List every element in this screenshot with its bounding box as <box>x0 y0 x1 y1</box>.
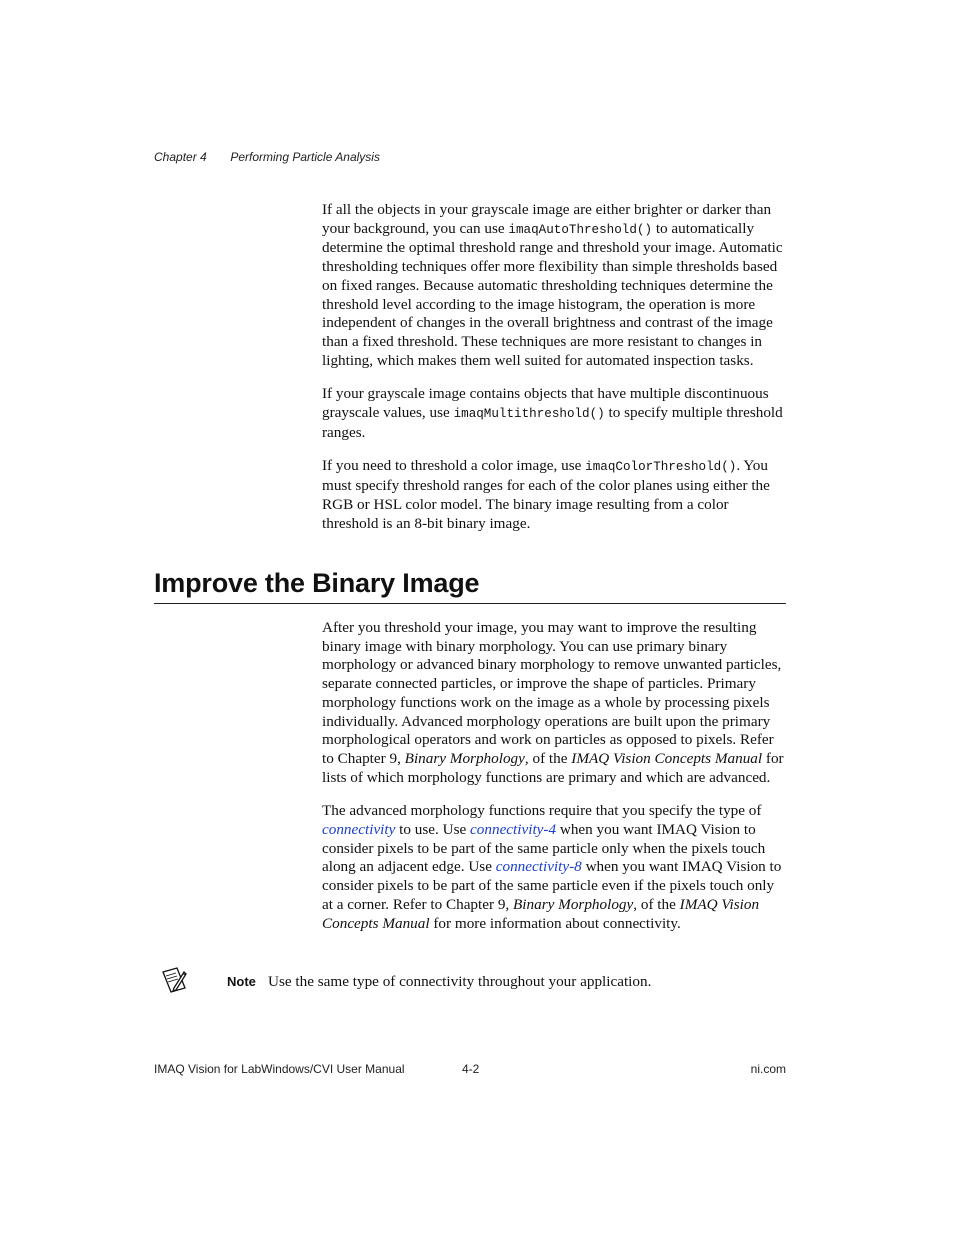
manual-title: IMAQ Vision Concepts Manual <box>571 749 763 767</box>
footer-manual-title: IMAQ Vision for LabWindows/CVI User Manual <box>154 1062 405 1076</box>
note-callout <box>160 966 786 996</box>
note-text: Use the same type of connectivity throughout your application. <box>268 973 652 990</box>
section-heading: Improve the Binary Image <box>154 566 786 604</box>
book-chapter-title: Binary Morphology <box>404 749 525 767</box>
paragraph <box>322 457 787 533</box>
section-text <box>322 619 787 933</box>
text-run: for more information about connectivity. <box>429 914 681 932</box>
connectivity-4-link[interactable]: connectivity-4 <box>470 821 557 839</box>
paragraph <box>322 201 787 370</box>
page-number: 4-2 <box>462 1062 480 1076</box>
text-run: The advanced morphology functions require that you specify the type of <box>322 802 762 820</box>
text-run: If your grayscale image contains objects that have multiple discontinuous grayscale values, use <box>322 385 769 422</box>
running-header <box>154 150 380 164</box>
text-run: for lists of which morphology functions are primary and which are advanced. <box>322 749 784 786</box>
function-name: imaqColorThreshold() <box>585 460 737 475</box>
text-run: , of the <box>524 749 572 767</box>
text-run: After you threshold your image, you may want to improve the resulting binary image with binary morphology. You can use primary binary morphology or advanced binary morphology to remove unwanted particles, separate connected particles, or improve the shape of particles. Primary morphology functions work on the image as a whole by processing pixels individually. Advanced morphology operations are built upon the primary morphological operators and work on particles as opposed to pixels. Refer to Chapter 9, <box>322 619 782 767</box>
text-run: If all the objects in your grayscale image are either brighter or darker than your background, you can use <box>322 201 772 237</box>
note-pen-icon <box>160 966 188 994</box>
page-footer <box>154 1062 786 1078</box>
connectivity-link[interactable]: connectivity <box>322 821 396 839</box>
function-name: imaqMultithreshold() <box>453 407 605 422</box>
paragraph <box>322 385 787 442</box>
text-run: when you want IMAQ Vision to consider pixels to be part of the same particle only when the pixels touch along an adjacent edge. Use <box>322 821 766 876</box>
text-run: , of the <box>633 895 680 913</box>
text-run: . You must specify threshold ranges for each of the color planes using either the RGB or HSL color model. The binary image resulting from a color threshold is an 8-bit binary image. <box>322 457 770 532</box>
text-run: to automatically determine the optimal threshold range and threshold your image. Automatic thresholding techniques offer more flexibility than simple thresholds based on fixed ranges. Because automatic thresholding techniques determine the threshold level according to the image histogram, the operation is more independent of changes in the overall brightness and contrast of the image than a fixed threshold. These techniques are more resistant to changes in lighting, which makes them well suited for automated inspection tasks. <box>322 219 783 369</box>
manual-title: IMAQ Vision Concepts Manual <box>322 895 760 932</box>
footer-site-link[interactable]: ni.com <box>750 1062 786 1076</box>
paragraph <box>322 619 787 787</box>
text-run: to specify multiple threshold ranges. <box>322 404 783 441</box>
note-label: Note <box>227 974 256 989</box>
header-chapter: Chapter 4 <box>154 150 207 164</box>
header-section: Performing Particle Analysis <box>230 150 380 164</box>
paragraph <box>322 802 787 933</box>
function-name: imaqAutoThreshold() <box>508 222 653 237</box>
text-run: when you want IMAQ Vision to consider pixels to be part of the same particle even if the pixels touch only at a corner. Refer to Chapter 9, <box>322 858 782 913</box>
text-run: to use. Use <box>395 821 471 839</box>
text-run: If you need to threshold a color image, use <box>322 457 586 475</box>
connectivity-8-link[interactable]: connectivity-8 <box>495 858 582 876</box>
book-chapter-title: Binary Morphology <box>513 895 634 913</box>
intro-text <box>322 201 787 533</box>
